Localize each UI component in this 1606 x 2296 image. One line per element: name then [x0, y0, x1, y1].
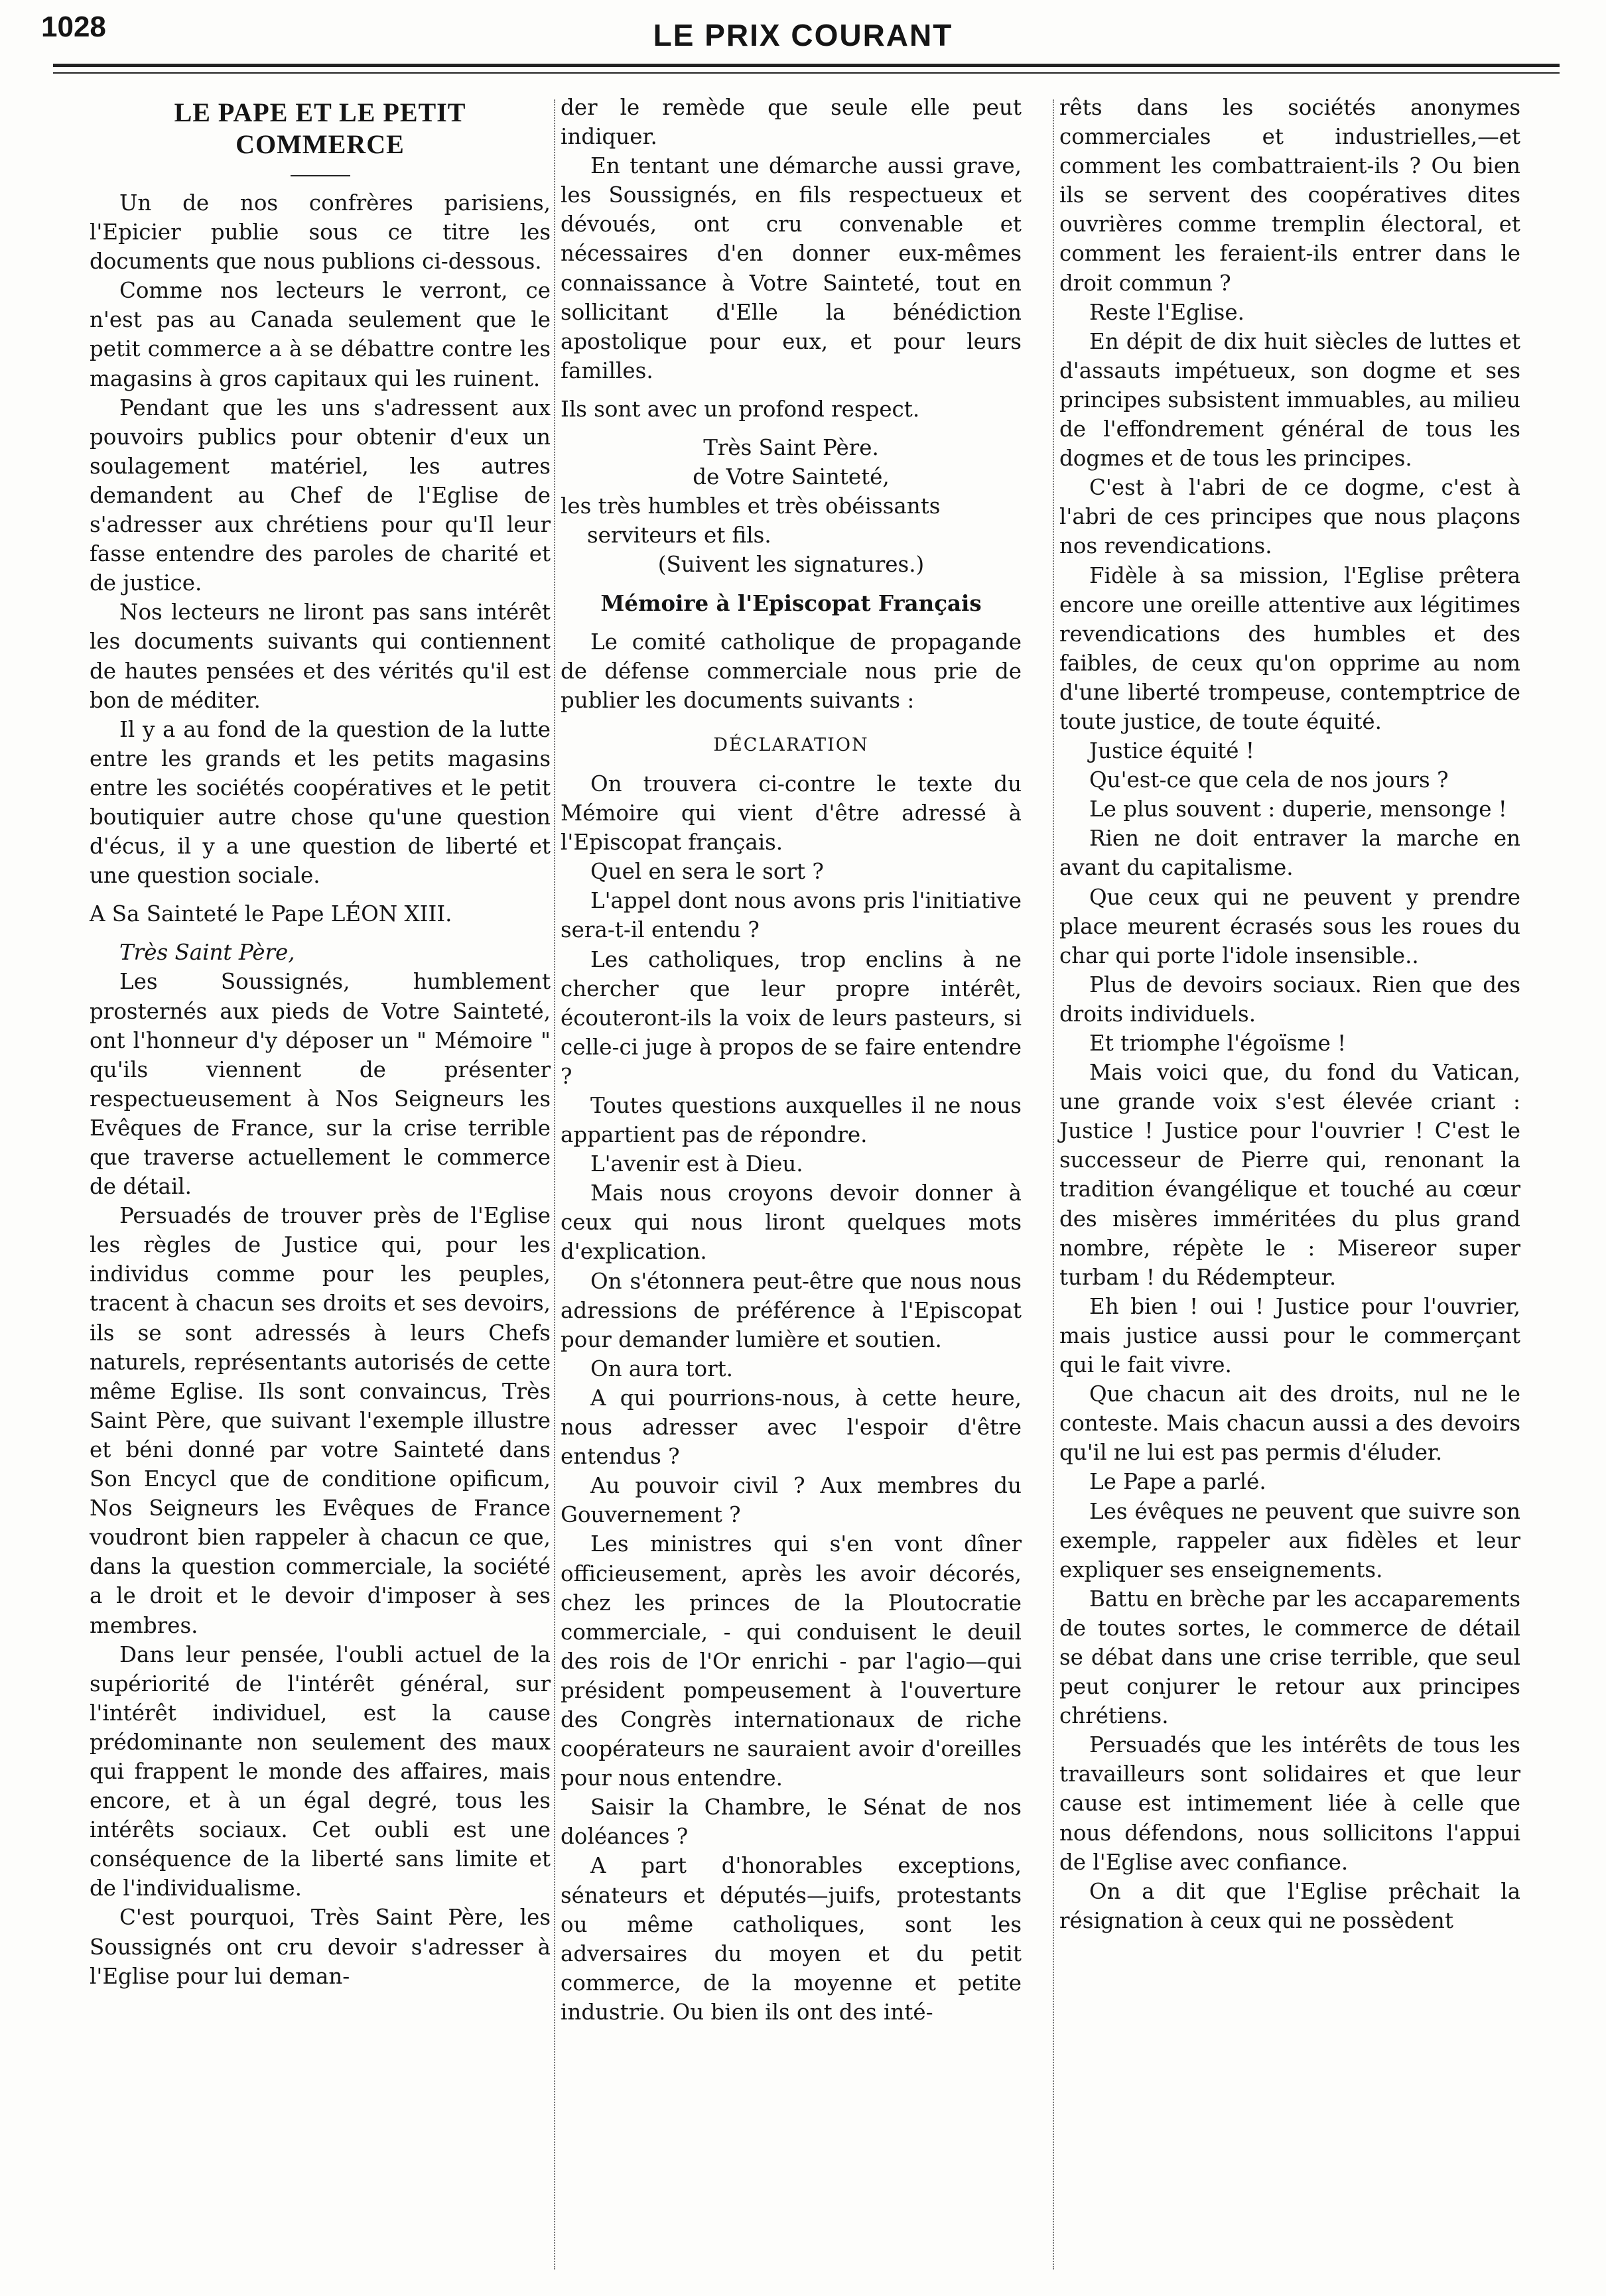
column-3	[1059, 93, 1520, 1935]
paragraph: Au pouvoir civil ? Aux membres du Gouvernement ?	[561, 1473, 1022, 1528]
signature-note: (Suivent les signatures.)	[657, 552, 925, 578]
column-2	[561, 93, 1022, 2027]
paragraph: En dépit de dix huit siècles de luttes et d'assauts impétueux, son dogme et ses principes subsistent immuables, au milieu de l'effondrement général de tous les dogmes et de tous les principes.	[1059, 328, 1521, 472]
paragraph: Reste l'Eglise.	[1089, 299, 1244, 325]
paragraph: Le plus souvent : duperie, mensonge !	[1089, 797, 1507, 822]
paragraph: L'avenir est à Dieu.	[590, 1151, 803, 1177]
paragraph: Persuadés que les intérêts de tous les travailleurs sont solidaires et que leur cause est intimement liée à celle que nous défendons, nous sollicitons l'appui de l'Eglise avec confiance.	[1059, 1732, 1520, 1875]
paragraph: Les évêques ne peuvent que suivre son exemple, rappeler aux fidèles et leur expliquer ses enseignements.	[1059, 1498, 1520, 1582]
paragraph: A part d'honorables exceptions, sénateurs et députés—juifs, protestants ou même catholiques, sont les adversaires du moyen et du petit commerce, de la moyenne et petite industrie. Ou bien ils ont des inté-	[561, 1853, 1022, 2025]
paragraph: der le remède que seule elle peut indiquer.	[561, 95, 1022, 150]
paragraph: Saisir la Chambre, le Sénat de nos doléances ?	[561, 1795, 1022, 1850]
paragraph: Mais voici que, du fond du Vatican, une grande voix s'est élevée criant : Justice ! Justice pour l'ouvrier ! C'est le successeur de Pierre qui, renonant la tradition évangélique et touché au cœur des misères imméritées du plus grand nombre, répète le : Misereor super turbam ! du Rédempteur.	[1059, 1060, 1520, 1290]
paragraph: Rien ne doit entraver la marche en avant du capitalisme.	[1059, 826, 1520, 881]
letter-salutation: Très Saint Père,	[119, 940, 295, 966]
signature-line: serviteurs et fils.	[587, 523, 771, 548]
paragraph: Un de nos confrères parisiens, l'Epicier publie sous ce titre les documents que nous publions ci-dessous.	[90, 190, 551, 275]
paragraph: Que chacun ait des droits, nul ne le conteste. Mais chacun aussi a des devoirs qu'il ne lui est pas permis d'éluder.	[1059, 1381, 1520, 1466]
paragraph: A qui pourrions-nous, à cette heure, nous adresser avec l'espoir d'être entendus ?	[561, 1385, 1022, 1470]
paragraph: Persuadés de trouver près de l'Eglise les règles de Justice qui, pour les individus comme pour les peuples, tracent à chacun ses droits et ses devoirs, ils se sont adressés à leurs Chefs naturels, représentants autorisés de cette même Eglise. Ils sont convaincus, Très Saint Père, que suivant l'exemple illustre et béni donné par votre Sainteté dans Son Encycl que de conditione opificum, Nos Seigneurs les Evêques de France voudront bien rappeler à chacun ce que, dans la question commerciale, la société a le droit et le devoir d'imposer à ses membres.	[90, 1203, 551, 1638]
signature-line: les très humbles et très obéissants	[561, 493, 941, 519]
paragraph: Que ceux qui ne peuvent y prendre place meurent écrasés sous les roues du char qui porte l'idole insensible..	[1059, 884, 1520, 968]
paragraph: L'appel dont nous avons pris l'initiative sera-t-il entendu ?	[561, 888, 1022, 943]
column-1	[90, 93, 551, 1991]
paragraph: On trouvera ci-contre le texte du Mémoire qui vient d'être adressé à l'Episcopat français.	[561, 771, 1022, 856]
column-divider	[1053, 99, 1055, 2269]
paragraph: Eh bien ! oui ! Justice pour l'ouvrier, mais justice aussi pour le commerçant qui le fait vivre.	[1059, 1293, 1520, 1378]
signature-line: Très Saint Père.	[703, 435, 879, 461]
paragraph: Justice équité !	[1089, 738, 1254, 764]
paragraph: C'est pourquoi, Très Saint Père, les Soussignés ont cru devoir s'adresser à l'Eglise pour lui deman-	[90, 1905, 551, 1989]
signature-line: de Votre Sainteté,	[693, 464, 890, 490]
paragraph: Quel en sera le sort ?	[590, 859, 824, 885]
paragraph: Toutes questions auxquelles il ne nous appartient pas de répondre.	[561, 1093, 1022, 1148]
paragraph: Il y a au fond de la question de la lutte entre les grands et les petits magasins entre les sociétés coopératives et le petit boutiquier autre chose qu'une question d'écus, il y a une question de liberté et une question sociale.	[90, 716, 551, 889]
paragraph: C'est à l'abri de ce dogme, c'est à l'abri de ces principes que nous plaçons nos revendications.	[1059, 475, 1520, 559]
column-divider	[554, 99, 557, 2269]
paragraph: Mais nous croyons devoir donner à ceux qui nous liront quelques mots d'explication.	[561, 1180, 1022, 1265]
paragraph: rêts dans les sociétés anonymes commerciales et industrielles,—et comment les combattraient-ils ? Ou bien ils se servent des coopératives dites ouvrières comme tremplin électoral, et comment les feraient-ils entrer dans le droit commun ?	[1059, 95, 1520, 296]
paragraph: Dans leur pensée, l'oubli actuel de la supériorité de l'intérêt général, sur l'intérêt individuel, est la cause prédominante non seulement des maux qui frappent le monde des affaires, mais encore, et à un égal degré, tous les intérêts sociaux. Cet oubli est une conséquence de la liberté sans limite et de l'individualisme.	[90, 1641, 551, 1901]
paragraph: On aura tort.	[590, 1356, 734, 1381]
paragraph: Les Soussignés, humblement prosternés aux pieds de Votre Sainteté, ont l'honneur d'y déposer un " Mémoire " qu'ils viennent de présenter respectueusement à Nos Seigneurs les Evêques de France, sur la crise terrible que traverse actuellement le commerce de détail.	[90, 969, 551, 1200]
section-heading: Mémoire à l'Episcopat Français	[600, 590, 982, 616]
paragraph: On s'étonnera peut-être que nous nous adressions de préférence à l'Episcopat pour demander lumière et soutien.	[561, 1268, 1022, 1352]
paragraph: Battu en brèche par les accaparements de toutes sortes, le commerce de détail se débat dans une crise terrible, que seul peut conjurer le retour aux principes chrétiens.	[1059, 1586, 1520, 1729]
paragraph: Pendant que les uns s'adressent aux pouvoirs publics pour obtenir d'eux un soulagement matériel, les autres demandent au Chef de l'Eglise de s'adresser aux chrétiens pour qu'Il leur fasse entendre des paroles de charité et de justice.	[90, 395, 551, 596]
paragraph: Le Pape a parlé.	[1089, 1469, 1266, 1495]
paragraph: Les ministres qui s'en vont dîner officieusement, après les avoir décorés, chez les princes de la Ploutocratie commerciale, - qui conduisent le deuil des rois de l'Or enrichi - par l'agio—qui président pompeusement à l'ouverture des Congrès internationaux de riche coopérateurs ne sauraient avoir d'oreilles pour nous entendre.	[561, 1531, 1022, 1791]
paragraph: Nos lecteurs ne liront pas sans intérêt les documents suivants qui contiennent de hautes pensées et des vérités qu'il est bon de méditer.	[90, 600, 551, 713]
letter-address: A Sa Sainteté le Pape LÉON XIII.	[90, 901, 452, 927]
paragraph: Fidèle à sa mission, l'Eglise prêtera encore une oreille attentive aux légitimes revendications des humbles et des faibles, de ceux qu'on opprime au nom d'une liberté trompeuse, contemptrice de toute justice, de toute équité.	[1059, 562, 1520, 734]
paragraph: Le comité catholique de propagande de défense commerciale nous prie de publier les documents suivants :	[561, 629, 1022, 713]
article-title: LE PAPE ET LE PETIT COMMERCE	[174, 97, 466, 159]
paragraph: Plus de devoirs sociaux. Rien que des droits individuels.	[1059, 972, 1520, 1027]
paragraph: Qu'est-ce que cela de nos jours ?	[1089, 767, 1449, 793]
title-rule	[291, 175, 350, 176]
paragraph: Et triomphe l'égoïsme !	[1089, 1031, 1347, 1056]
subheading: DÉCLARATION	[713, 734, 869, 755]
running-title: LE PRIX COURANT	[653, 18, 953, 52]
header-rule	[53, 64, 1560, 74]
paragraph: Les catholiques, trop enclins à ne chercher que leur propre intérêt, écouteront-ils la voix de leurs pasteurs, si celle-ci juge à propos de se faire entendre ?	[561, 946, 1022, 1089]
paragraph: Comme nos lecteurs le verront, ce n'est pas au Canada seulement que le petit commerce a à se débattre contre les magasins à gros capitaux qui les ruinent.	[90, 278, 551, 391]
page-number: 1028	[41, 11, 106, 43]
paragraph: Ils sont avec un profond respect.	[561, 396, 920, 422]
paragraph: On a dit que l'Eglise prêchait la résignation à ceux qui ne possèdent	[1059, 1878, 1520, 1933]
paragraph: En tentant une démarche aussi grave, les Soussignés, en fils respectueux et dévoués, ont cru convenable et nécessaires d'en donner eux-mêmes connaissance à Votre Sainteté, tout en sollicitant d'Elle la bénédiction apostolique pour eux, et pour leurs familles.	[561, 153, 1022, 383]
page-header	[46, 7, 1560, 60]
